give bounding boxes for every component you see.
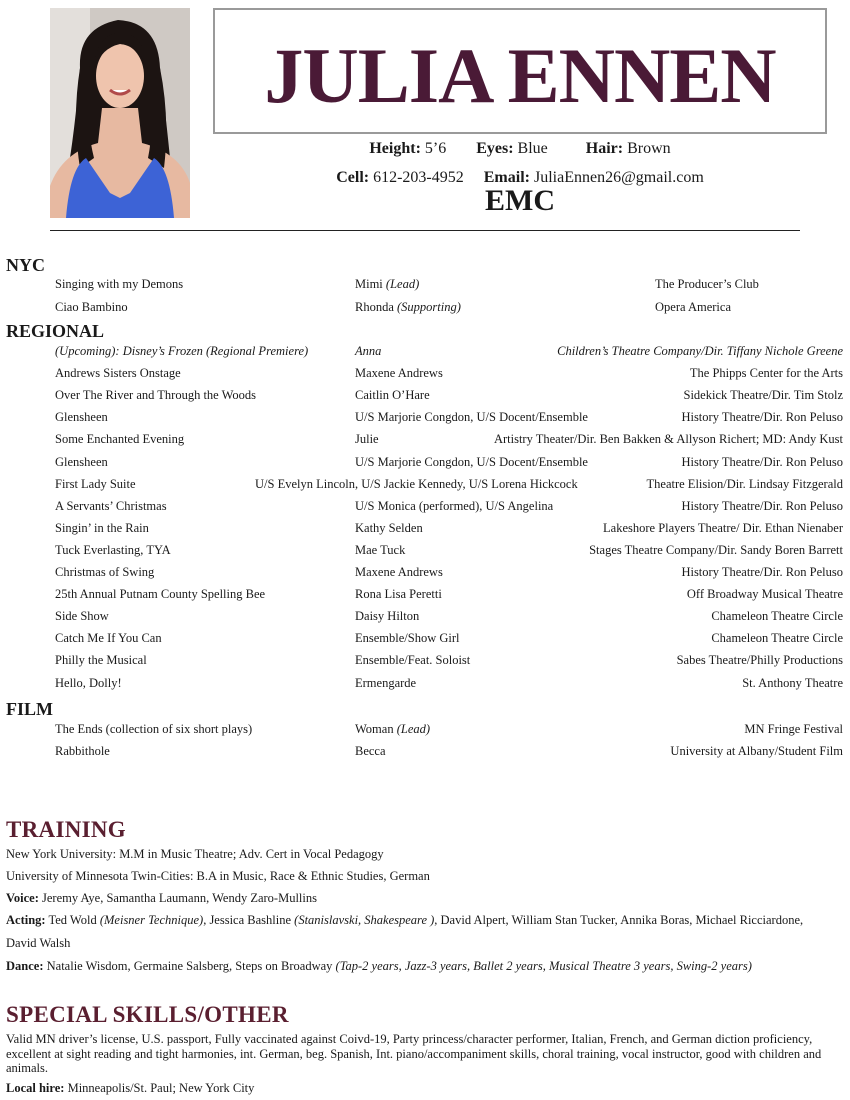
credit-row xyxy=(0,563,850,581)
credit-show: (Upcoming): Disney’s Frozen (Regional Premiere) xyxy=(55,344,309,358)
credit-role: Rhonda (Supporting) xyxy=(355,300,461,314)
credit-show: Some Enchanted Evening xyxy=(55,432,185,447)
credit-role: Daisy Hilton xyxy=(355,609,420,624)
credit-role: U/S Marjorie Congdon, U/S Docent/Ensemble xyxy=(355,410,588,425)
email-label: Email: xyxy=(483,169,530,186)
credit-role: Ermengarde xyxy=(355,675,417,690)
credit-row xyxy=(0,674,850,692)
credit-show: Over The River and Through the Woods xyxy=(55,388,257,403)
credit-row xyxy=(0,585,850,603)
credit-role: Maxene Andrews xyxy=(355,565,443,579)
credit-show: The Ends (collection of six short plays) xyxy=(55,722,253,736)
credit-row xyxy=(0,541,850,559)
credit-show: Rabbithole xyxy=(55,744,110,758)
credit-venue: Sidekick Theatre/Dir. Tim Stolz xyxy=(683,388,843,403)
credit-venue: Chameleon Theatre Circle xyxy=(711,609,843,624)
physical-stats xyxy=(213,140,827,158)
credit-venue: Artistry Theater/Dir. Ben Bakken & Allyson Richert; MD: Andy Kust xyxy=(493,432,843,447)
header-divider xyxy=(50,230,800,231)
credit-role: Ensemble/Feat. Soloist xyxy=(355,653,471,668)
training-acting-cont: David Walsh xyxy=(6,936,71,950)
credit-venue: History Theatre/Dir. Ron Peluso xyxy=(681,410,843,425)
credit-role: Woman (Lead) xyxy=(355,722,431,736)
credit-venue: Sabes Theatre/Philly Productions xyxy=(676,653,843,668)
section-title-regional: REGIONAL xyxy=(6,321,105,341)
credit-venue: Children’s Theatre Company/Dir. Tiffany Nichole Greene xyxy=(557,344,843,358)
union-status: EMC xyxy=(485,184,555,217)
credit-role: Kathy Selden xyxy=(355,520,423,535)
credit-venue: Off Broadway Musical Theatre xyxy=(686,587,843,602)
credit-show: Hello, Dolly! xyxy=(55,675,122,690)
section-title-nyc: NYC xyxy=(6,255,45,275)
credit-show: Singing with my Demons xyxy=(55,277,184,291)
credit-show: Side Show xyxy=(55,609,109,624)
eyes-label: Eyes: xyxy=(476,140,514,157)
credit-role: U/S Marjorie Congdon, U/S Docent/Ensemble xyxy=(355,454,588,469)
hair-value: Brown xyxy=(627,140,671,157)
credit-row xyxy=(0,430,850,448)
credit-show: 25th Annual Putnam County Spelling Bee xyxy=(55,587,266,602)
credit-venue: St. Anthony Theatre xyxy=(742,675,843,690)
skills-title: SPECIAL SKILLS/OTHER xyxy=(6,1002,289,1027)
skills-text: Valid MN driver’s license, U.S. passport, Fully vaccinated against Coivd-19, Party princess/character performer, Italian, French, and German diction proficiency, excellent at sight reading and tight harmonies, int. German, beg. Spanish, Int. piano/accompaniment skills, choral training, vocal instructor, good with children and animals. xyxy=(6,1032,822,1075)
credit-row xyxy=(0,342,850,360)
credit-venue: The Phipps Center for the Arts xyxy=(689,366,843,381)
credit-row xyxy=(0,720,850,738)
credit-role: Mimi (Lead) xyxy=(355,277,420,291)
credit-row xyxy=(0,298,850,316)
credit-venue: Opera America xyxy=(655,300,732,314)
credit-row xyxy=(0,453,850,471)
height-label: Height: xyxy=(369,140,421,157)
credit-venue: Theatre Elision/Dir. Lindsay Fitzgerald xyxy=(646,476,843,491)
credit-role: Anna xyxy=(355,344,382,358)
credit-show: Singin’ in the Rain xyxy=(55,520,149,535)
credit-role: Rona Lisa Peretti xyxy=(355,587,442,602)
email-value: JuliaEnnen26@gmail.com xyxy=(533,169,704,186)
credit-show: Philly the Musical xyxy=(55,653,147,668)
credit-show: Glensheen xyxy=(55,454,108,469)
credit-role: Maxene Andrews xyxy=(355,366,443,381)
section-title-film: FILM xyxy=(6,699,53,719)
credit-role: Becca xyxy=(355,744,386,758)
credit-role: Ensemble/Show Girl xyxy=(355,631,460,646)
credit-venue: Lakeshore Players Theatre/ Dir. Ethan Nienaber xyxy=(603,520,843,535)
credit-row xyxy=(0,651,850,669)
credit-row xyxy=(0,475,850,493)
credit-role: Julie xyxy=(355,432,379,447)
credit-row xyxy=(0,519,850,537)
credit-show: Christmas of Swing xyxy=(55,565,155,579)
credit-venue: The Producer’s Club xyxy=(655,277,759,291)
credit-role: Caitlin O’Hare xyxy=(355,388,430,403)
credit-venue: Chameleon Theatre Circle xyxy=(711,631,843,646)
credit-row xyxy=(0,275,850,293)
credit-show: A Servants’ Christmas xyxy=(55,498,167,513)
local-hire: Local hire: Minneapolis/St. Paul; New York City xyxy=(6,1081,255,1095)
credit-show: Glensheen xyxy=(55,410,108,425)
credit-show: Andrews Sisters Onstage xyxy=(55,366,181,381)
credit-row xyxy=(0,408,850,426)
credit-role: U/S Monica (performed), U/S Angelina xyxy=(355,498,554,513)
training-dance: Dance: Natalie Wisdom, Germaine Salsberg, Steps on Broadway (Tap-2 years, Jazz-3 years, Ballet 2 years, Musical Theatre 3 years, Swing-2 years) xyxy=(6,959,752,973)
credit-show: Ciao Bambino xyxy=(55,300,128,314)
credit-show: Tuck Everlasting, TYA xyxy=(55,542,171,557)
credit-row xyxy=(0,629,850,647)
training-voice: Voice: Jeremy Aye, Samantha Laumann, Wendy Zaro-Mullins xyxy=(6,891,317,905)
training-title: TRAINING xyxy=(6,817,126,842)
credit-venue: History Theatre/Dir. Ron Peluso xyxy=(681,565,843,579)
credit-row xyxy=(0,607,850,625)
cell-label: Cell: xyxy=(336,169,370,186)
credit-venue: University at Albany/Student Film xyxy=(670,744,843,758)
name-box xyxy=(213,8,827,134)
hair-label: Hair: xyxy=(585,140,624,157)
actor-name: JULIA ENNEN xyxy=(264,32,776,119)
height-value: 5’6 xyxy=(424,140,447,157)
training-acting: Acting: Ted Wold (Meisner Technique), Jessica Bashline (Stanislavski, Shakespeare ), David Alpert, William Stan Tucker, Annika Boras, Michael Ricciardone, xyxy=(6,913,804,927)
credit-show: First Lady Suite xyxy=(55,476,136,491)
eyes-value: Blue xyxy=(517,140,548,157)
training-line: New York University: M.M in Music Theatre; Adv. Cert in Vocal Pedagogy xyxy=(6,847,384,861)
cell-value: 612-203-4952 xyxy=(373,169,464,186)
credit-row xyxy=(0,497,850,515)
credit-row xyxy=(0,364,850,382)
credit-row xyxy=(0,742,850,760)
training-line: University of Minnesota Twin-Cities: B.A in Music, Race & Ethnic Studies, German xyxy=(6,869,430,883)
credit-role: U/S Evelyn Lincoln, U/S Jackie Kennedy, U/S Lorena Hickcock xyxy=(255,476,578,491)
credit-venue: Stages Theatre Company/Dir. Sandy Boren Barrett xyxy=(589,542,843,557)
credit-role: Mae Tuck xyxy=(355,542,406,557)
headshot-photo xyxy=(50,8,190,218)
credit-venue: MN Fringe Festival xyxy=(744,722,843,736)
credit-venue: History Theatre/Dir. Ron Peluso xyxy=(681,454,843,469)
credit-row xyxy=(0,386,850,404)
credit-venue: History Theatre/Dir. Ron Peluso xyxy=(681,498,843,513)
credit-show: Catch Me If You Can xyxy=(55,631,162,646)
